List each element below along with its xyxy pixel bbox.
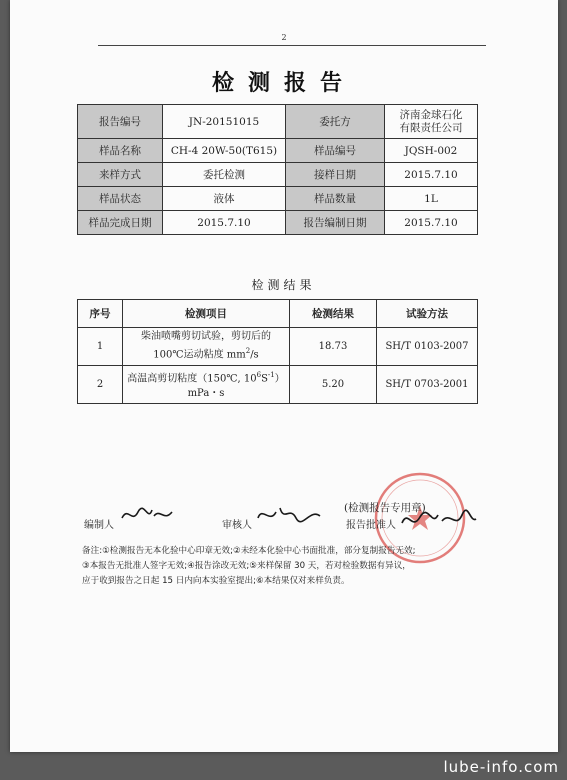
info-value: 1L xyxy=(385,187,478,211)
info-label: 样品数量 xyxy=(286,187,385,211)
row-method: SH/T 0103-2007 xyxy=(377,328,478,366)
info-value: 委托检测 xyxy=(163,163,286,187)
item-line: /s xyxy=(250,349,259,361)
page-number: 2 xyxy=(281,33,287,42)
header-no: 序号 xyxy=(78,300,123,328)
table-row xyxy=(78,328,478,366)
header-rule xyxy=(98,45,486,46)
item-sup: 6 xyxy=(256,371,262,380)
item-line: 高温高剪切粘度（150℃, 10 xyxy=(127,373,257,385)
client-name-line2: 有限责任公司 xyxy=(399,121,463,134)
sample-info-table xyxy=(77,104,478,235)
row-no: 1 xyxy=(78,328,123,366)
info-value: 液体 xyxy=(163,187,286,211)
info-label: 来样方式 xyxy=(78,163,163,187)
info-label: 委托方 xyxy=(286,105,385,139)
results-title: 检测结果 xyxy=(251,278,316,292)
row-result: 5.20 xyxy=(290,366,377,404)
approved-by-label: 报告批准人 xyxy=(346,520,396,531)
info-row xyxy=(78,105,478,139)
item-line: ） xyxy=(274,373,285,385)
row-result: 18.73 xyxy=(290,328,377,366)
info-value: 2015.7.10 xyxy=(385,163,478,187)
info-label: 样品状态 xyxy=(78,187,163,211)
info-value: 2015.7.10 xyxy=(163,211,286,235)
info-value xyxy=(385,105,478,139)
info-row xyxy=(78,187,478,211)
info-value: JN-20151015 xyxy=(163,105,286,139)
row-item xyxy=(123,328,290,366)
remark-line: ③本报告无批准人签字无效;④报告涂改无效;⑤来样保留 30 天，若对检验数据有异议， xyxy=(82,561,411,571)
remark-line: 应于收到报告之日起 15 日内向本实验室提出;⑥本结果仅对来样负责。 xyxy=(82,576,350,586)
info-value: CH-4 20W-50(T615) xyxy=(163,139,286,163)
prepared-by-label: 编制人 xyxy=(84,520,114,531)
header-item: 检测项目 xyxy=(123,300,290,328)
item-line: mPa・s xyxy=(187,387,225,399)
info-label: 样品名称 xyxy=(78,139,163,163)
stamp-label: (检测报告专用章) xyxy=(344,502,426,514)
remarks xyxy=(82,544,482,589)
row-item xyxy=(123,366,290,404)
report-title: 检测报告 xyxy=(211,71,356,96)
info-value: 2015.7.10 xyxy=(385,211,478,235)
item-sup: 2 xyxy=(245,347,251,356)
row-no: 2 xyxy=(78,366,123,404)
info-value: JQSH-002 xyxy=(385,139,478,163)
reviewed-by-label: 审核人 xyxy=(222,520,252,531)
header-result: 检测结果 xyxy=(290,300,377,328)
site-watermark: lube-info.com xyxy=(443,758,559,776)
results-table xyxy=(77,299,478,404)
info-row xyxy=(78,139,478,163)
info-label: 样品完成日期 xyxy=(78,211,163,235)
remark-line: 备注:①检测报告无本化验中心印章无效;②未经本化验中心书面批准，部分复制报告无效; xyxy=(82,546,416,556)
info-label: 接样日期 xyxy=(286,163,385,187)
reviewed-signature-icon xyxy=(254,500,326,528)
row-method: SH/T 0703-2001 xyxy=(377,366,478,404)
item-line: 100℃运动粘度 mm xyxy=(153,349,246,361)
item-line: 柴油喷嘴剪切试验，剪切后的 xyxy=(141,331,271,343)
info-label: 样品编号 xyxy=(286,139,385,163)
info-row xyxy=(78,211,478,235)
item-line: S xyxy=(261,373,268,385)
header-method: 试验方法 xyxy=(377,300,478,328)
results-header-row xyxy=(78,300,478,328)
info-label: 报告编制日期 xyxy=(286,211,385,235)
item-sup: -1 xyxy=(267,371,275,380)
info-label: 报告编号 xyxy=(78,105,163,139)
table-row xyxy=(78,366,478,404)
approved-signature-icon xyxy=(398,505,478,535)
client-name-line1: 济南金球石化 xyxy=(399,108,463,121)
prepared-signature-icon xyxy=(118,502,178,528)
info-row xyxy=(78,163,478,187)
